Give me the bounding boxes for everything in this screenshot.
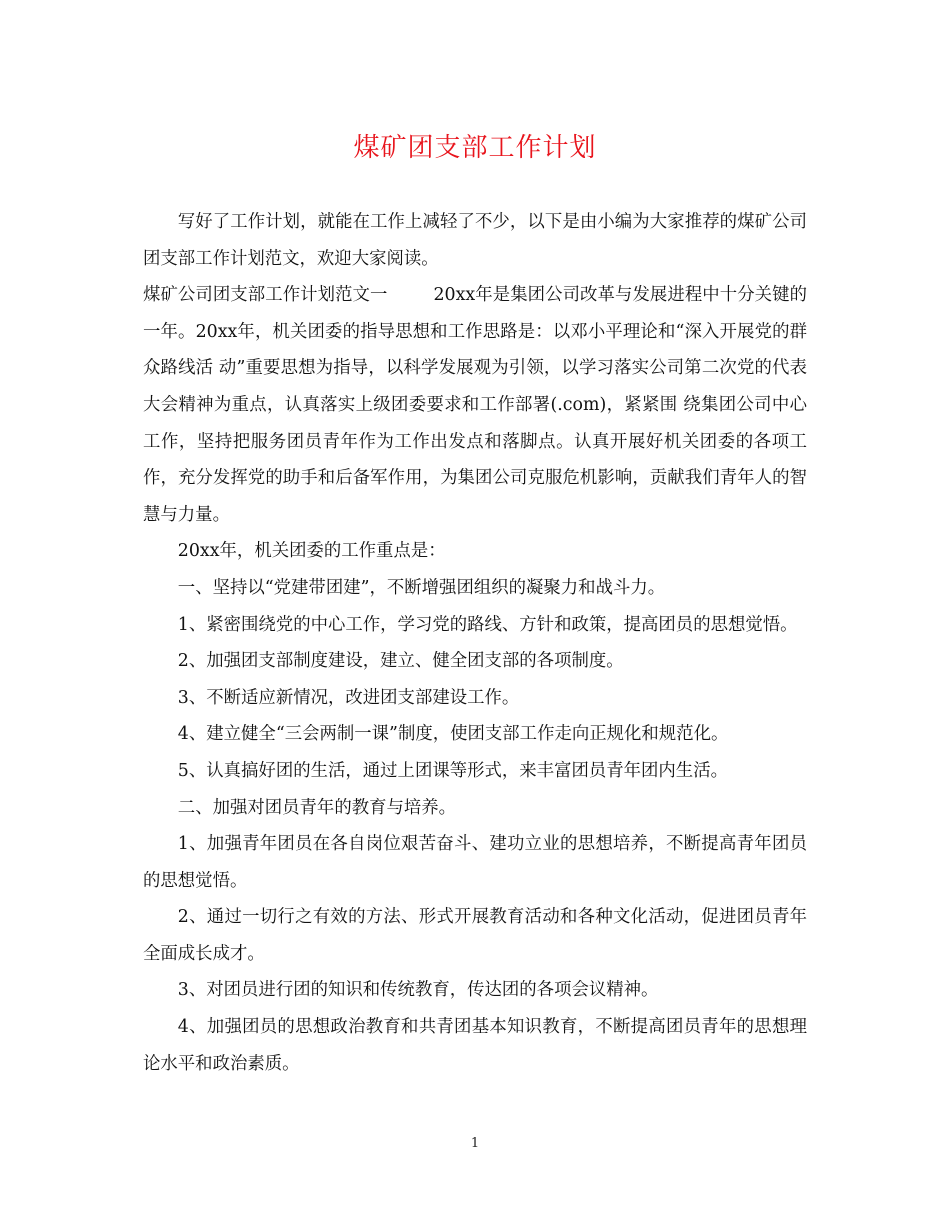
- document-body: [143, 204, 807, 1082]
- body-paragraph: 一、坚持以“党建带团建”，不断增强团组织的凝聚力和战斗力。: [177, 577, 666, 598]
- body-paragraph: 2、通过一切行之有效的方法、形式开展教育活动和各种文化活动，促进团员青年全面成长成才。: [143, 907, 807, 964]
- intro-paragraph: 写好了工作计划，就能在工作上减轻了不少，以下是由小编为大家推荐的煤矿公司团支部工作计划范文，欢迎大家阅读。: [143, 212, 807, 269]
- document-title: 煤矿团支部工作计划: [353, 133, 597, 163]
- body-paragraph: 5、认真搞好团的生活，通过上团课等形式，来丰富团员青年团内生活。: [177, 760, 728, 781]
- body-paragraph: 3、不断适应新情况，改进团支部建设工作。: [177, 687, 520, 708]
- body-paragraph: 3、对团员进行团的知识和传统教育，传达团的各项会议精神。: [177, 980, 659, 1001]
- page-number: 1: [470, 1136, 480, 1151]
- body-paragraph: 4、加强团员的思想政治教育和共青团基本知识教育，不断提高团员青年的思想理论水平和政治素质。: [143, 1017, 807, 1074]
- sample-paragraph: [143, 277, 807, 533]
- body-paragraph: 4、建立健全“三会两制一课”制度，使团支部工作走向正规化和规范化。: [177, 724, 729, 745]
- body-paragraph: 1、加强青年团员在各自岗位艰苦奋斗、建功立业的思想培养，不断提高青年团员的思想觉悟。: [143, 834, 807, 891]
- body-paragraph: 2、加强团支部制度建设，建立、健全团支部的各项制度。: [177, 651, 624, 672]
- sample-body: 20xx年是集团公司改革与发展进程中十分关键的一年。20xx年，机关团委的指导思想和工作思路是：以邓小平理论和“深入开展党的群众路线活 动”重要思想为指导，以科学发展观为引领，以学习落实公司第二次党的代表大会精神为重点，认真落实上级团委要求和工作部署(.com)，紧紧围 绕集团公司中心工作，坚持把服务团员青年作为工作出发点和落脚点。认真开展好机关团委的各项工作，充分发挥党的助手和后备军作用，为集团公司克服危机影响，贡献我们青年人的智慧与力量。: [143, 285, 807, 525]
- body-paragraph: 1、紧密围绕党的中心工作，学习党的路线、方针和政策，提高团员的思想觉悟。: [177, 614, 798, 635]
- body-paragraph: 20xx年，机关团委的工作重点是：: [177, 541, 446, 562]
- sample-heading: 煤矿公司团支部工作计划范文一: [143, 285, 388, 306]
- body-paragraph: 二、加强对团员青年的教育与培养。: [177, 797, 457, 818]
